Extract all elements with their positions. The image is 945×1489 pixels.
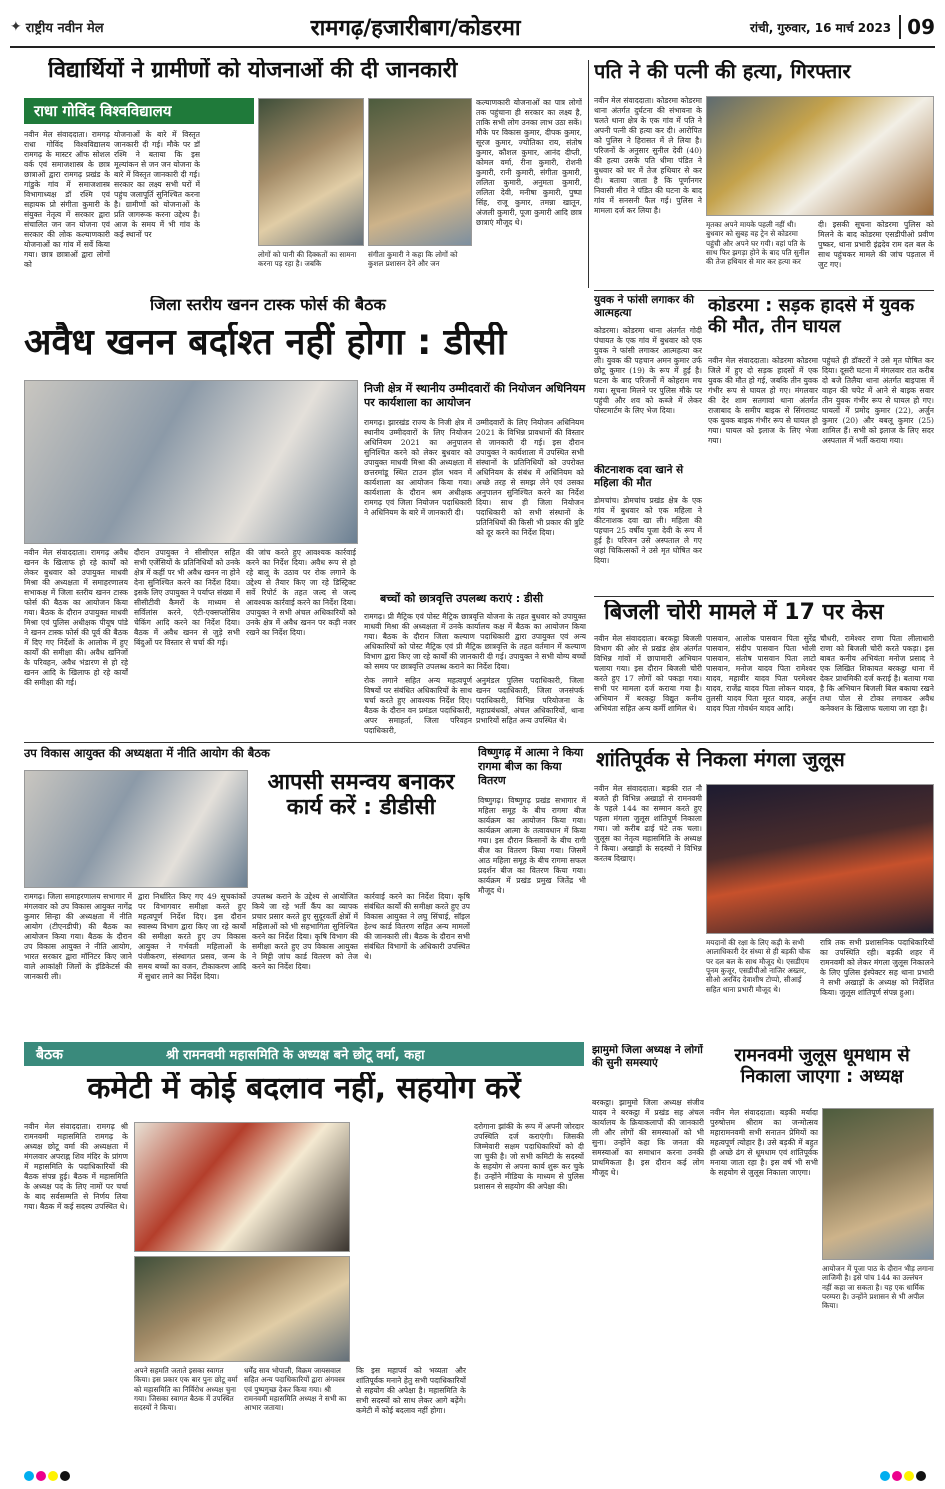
color-registration-marks [24,1471,70,1481]
story13-col4: दरोगाना झांकी के रूप में अपनी जोरदार उपस्थिति दर्ज कराएंगी। जिसकी जिम्मेवारी सक्षम पदाधिकारियों को दी जा चुकी है। जो सभी कमिटी के सदस्यों के सहयोग से अपना कार्य शुरू कर चुके हैं। उन्होंने मीडिया के माध्यम से पुलिस प्रशासन से सहयोग की अपेक्षा की। [474,1122,584,1192]
story13-banner [24,1042,584,1066]
column-divider [588,60,589,288]
story6-col2: पासवान, आलोक पासवान पिता सुरेंद्र पासवान, संदीप पासवान पिता भोली पासवान, संतोष पासवान पिता लाटो पासवान, मनोज यादव पिता रामेश्वर यादव, महावीर यादव पिता परमेश्वर यादव, राजेंद्र यादव पिता लोकन यादव, तुलसी यादव पिता मूरत यादव, अर्जुन यादव पिता गोवर्धन यादव आदि। [706,634,816,714]
masthead [10,8,935,48]
mangla-procession-night-photo [706,784,934,934]
yellow-mark-icon [904,1471,914,1481]
story12-headline: शांतिपूर्वक से निकला मंगला जुलूस [596,748,845,771]
story13-headline-top: श्री रामनवमी महासमिति के अध्यक्ष बने छोटू वर्मा, कहा [166,1048,425,1063]
crowd-at-crime-scene-photo [706,96,934,216]
story10-headline-top: उप विकास आयुक्त की अध्यक्षता में नीति आयोग की बैठक [24,746,270,760]
color-registration-marks [880,1471,926,1481]
row-divider [594,596,934,597]
story13-headline: कमेटी में कोई बदलाव नहीं, सहयोग करें [87,1072,521,1106]
story14-body: बरकट्ठा। झामुमो जिला अध्यक्ष संजीव यादव ने बरकट्ठा में प्रखंड सह अंचल कार्यालय के क्रियाकलापों की जानकारी ली और लोगों की समस्याओं को भी सुना। उन्होंने कहा कि जनता की समस्याओं का समाधान करना उनकी प्राथमिकता है। इस दौरान कई लोग मौजूद थे। [592,1098,704,1178]
story13-col3: कि इस महापर्व को भव्यता और शांतिपूर्वक मनाने हेतु सभी पदाधिकारियों से सहयोग की अपेक्षा है। महासमिति के सभी सदस्यों को साथ लेकर आगे बढ़ेंगे। कमेटी में कोई बदलाव नहीं होगा। [356,1366,466,1416]
story6-col1: नवीन मेल संवाददाता। बरकट्ठा बिजली विभाग की ओर से प्रखंड क्षेत्र अंतर्गत विभिन्न गांवों में छापामारी अभियान चलाया गया। इस दौरान बिजली चोरी करते हुए 17 लोगों को पकड़ा गया। सभी पर मामला दर्ज कराया गया है। अभियान में बरकट्ठा विद्युत कनीय अभियंता सहित अन्य कर्मी शामिल थे। [594,634,702,714]
story12-caption: मयदानों की रक्षा के लिए कड़ी के सभी आलाधिकारी देर संध्या से ही बड़की चौक पर दल बल के साथ मौजूद थे। एसडीएम पूनम कुजूर, एसडीपीओ नाजिर अख्तर, सीओ अरविंद देवाशीष टोप्पो, सीआई सहित थाना प्रभारी मौजूद थे। [706,938,811,994]
cyan-mark-icon [24,1471,34,1481]
story15-caption: आयोजन में पूजा पाठ के दौरान भीड़ लगाना लाजिमी है। इसे पांच 144 का उल्लंघन नहीं कहा जा सकता है। यह एक धार्मिक परम्परा है। उन्होंने प्रशासन से भी अपील किया। [822,1264,934,1311]
row-divider [24,742,934,743]
story12-col3: रात्रि तक सभी प्रशासनिक पदाधिकारियों का उपस्थिति रही। बड़की शहर में रामनवमी को लेकर मंगला जुलूस निकालने के लिए पुलिस इंस्पेक्टर सह थाना प्रभारी ने सभी अखाड़ों के अध्यक्ष को निर्देशित किया। जुलूस शांतिपूर्ण संपन्न हुआ। [820,938,934,998]
story10-col4: कार्रवाई करने का निर्देश दिया। कृषि संबंधित कार्यों की समीक्षा करते हुए उप विकास आयुक्त ने लघु सिंचाई, सॉइल हेल्थ कार्ड वितरण सहित अन्य मामलों की जानकारी ली। बैठक के दौरान सभी संबंधित विभागों के अधिकारी उपस्थित थे। [364,892,470,962]
story7-col2: दौरान उपायुक्त ने सीसीएल सहित सभी एजेंसियों के प्रतिनिधियों को उनके क्षेत्र में कहीं पर भी अवैध खनन ना होने देना सुनिश्चित करने का निर्देश दिया। इसके लिए उपायुक्त ने पर्याप्त संख्या में सीसीटीवी कैमरों के माध्यम से सर्विलांस करने, एंटी-एक्सप्लोसिव चेकिंग आदि करने का निर्देश दिया। बैठक में अवैध खनन से जुड़े सभी बिंदुओं पर विस्तार से चर्चा की गई। [134,548,240,648]
meeting-group-photo-1 [134,1122,350,1252]
story10-col2: द्वारा निर्धारित किए गए 49 सूचकांकों पर विभागवार समीक्षा करते हुए महत्वपूर्ण निर्देश दिए। इस दौरान स्वास्थ्य विभाग द्वारा किए जा रहे कार्यों की समीक्षा करते हुए उप विकास आयुक्त ने गर्भवती महिलाओं के पंजीकरण, संस्थागत प्रसव, जन्म के समय बच्चों का वजन, टीकाकरण आदि में सुधार लाने का निर्देश दिया। [138,892,246,982]
row-divider [594,290,934,291]
story9-headline: बच्चों को छात्रवृत्ति उपलब्ध कराएं : डीसी [380,592,543,605]
logo-text: राष्ट्रीय नवीन मेल [25,21,104,36]
story15-col1: नवीन मेल संवाददाता। बड़की मर्यादा पुरुषोत्तम श्रीराम का जन्मोत्सव महारामनवमी सभी सनातन प्रेमियों का महत्वपूर्ण त्योहार है। उसे बड़की में बहुत ही अच्छे ढंग से धूमधाम एवं शांतिपूर्वक मनाया जाता रहा है। इस वर्ष भी सभी के सहयोग से जुलूस निकाला जाएगा। [710,1108,818,1178]
story10-col3: उपलब्ध कराने के उद्देश्य से आयोजित किये जा रहे भर्ती कैंप का व्यापक प्रचार प्रसार करते हुए सुदूरवर्ती क्षेत्रों में महिलाओं को भी सहभागिता सुनिश्चित करने का निर्देश दिया। कृषि विभाग की समीक्षा करते हुए उप विकास आयुक्त ने मिट्टी जांच कार्ड वितरण को तेज करने का निर्देश दिया। [252,892,358,972]
story1-tag: राधा गोविंद विश्वविद्यालय [24,98,254,124]
niti-aayog-meeting-photo [24,770,248,888]
bird-logo-icon: ✦ [10,19,22,35]
newspaper-logo [10,18,140,36]
story15-headline: रामनवमी जुलूस धूमधाम से निकाला जाएगा : अध्यक्ष [734,1046,910,1087]
story1-caption2: संगीता कुमारी ने कहा कि लोगों को कुशल प्रशासन देने और जन [368,250,458,269]
students-survey-photo [368,98,472,246]
story1-col1: नवीन मेल संवाददाता। रामगढ़ राधा गोविंद विश्वविद्यालय रामगढ़ के मास्टर ऑफ सोशल वर्क एवं समाजशास्त्र के छात्र छात्राओं द्वारा रामगढ़ प्रखंड के गांडुके गांव में समाजशास्त्र विभागाध्यक्ष डॉ रश्मि एवं सहायक प्रो संगीता कुमारी के संयुक्त नेतृत्व में सरकार द्वारा संचालित जन जन योजना एवं सरकार की लोक कल्याणकारी योजनाओं का गांव में सर्वे किया गया। छात्र छात्राओं द्वारा लोगों को [24,130,110,270]
story2-col3: दी। इसकी सूचना कोडरमा पुलिस को मिलने के बाद कोडरमा एसडीपीओ प्रवीण पुष्कर, थाना प्रभारी इंद्रदेव राम दल बल के साथ पहुंचकर मामले की जांच पड़ताल में जुट गए। [818,220,934,270]
story13-tag: बैठक [36,1046,63,1063]
story4-headline: कीटनाशक दवा खाने से महिला की मौत [594,464,684,490]
story2-col1: नवीन मेल संवाददाता। कोडरमा कोडरमा थाना अंतर्गत दुर्घटना की संभावना के चलते थाना क्षेत्र के एक गांव में पति ने अपनी पत्नी की हत्या कर दी। आरोपित को पुलिस ने हिरासत में ले लिया है। परिजनों के अनुसार सुनील देवी (40) की हत्या उसके पति धीमा पंडित ने बुधवार को घर में तेज हथियार से कर दी। बताया जाता है कि पूर्णानगर निवासी मीरा ने पंडित की घटना के बाद गांव में सनसनी फैल गई। पुलिस ने मामला दर्ज कर लिया है। [594,96,702,216]
story2-caption: मृतका अपने मायके पहली नहीं थी। बुधवार को सुबह वह ट्रेन से कोडरमा पहुंची और अपने घर गयी। वहां पति के साथ फिर झगड़ा होने के बाद पति सुनील की तेज हथियार से मार कर हत्या कर [706,220,810,267]
story7-col1: नवीन मेल संवाददाता। रामगढ़ अवैध खनन के खिलाफ हो रहे कार्यों को लेकर बुधवार को उपायुक्त माधवी मिश्रा की अध्यक्षता में समाहरणालय सभाकक्ष में जिला स्तरीय खनन टास्क फोर्स की बैठक का आयोजन किया गया। बैठक के दौरान उपायुक्त माधवी मिश्रा एवं पुलिस अधीक्षक पीयूष पांडे ने खनन टास्क फोर्स की पूर्व की बैठक में दिए गए निर्देशों के आलोक में हुए कार्यों की समीक्षा की। अवैध खनिजों के परिवहन, अवैध भंडारण से हो रहे खनन आदि के खिलाफ हो रहे कार्यों की समीक्षा की गई। [24,548,128,688]
story13-caption2: धर्मेंद्र साव भोपाली, विक्रम जायसवाल सहित अन्य पदाधिकारियों द्वारा अंगवस्त्र एवं पुष्पगुच्छ देकर किया गया। श्री रामनवमी महासमिति अध्यक्ष ने सभी का आभार जताया। [244,1366,347,1413]
story10-col1: रामगढ़। जिला समाहरणालय सभागार में मंगलवार को उप विकास आयुक्त नागेंद्र कुमार सिन्हा की अध्यक्षता में नीति आयोग (टीएनडीपी) की बैठक का आयोजन किया गया। बैठक के दौरान उप विकास आयुक्त ने नीति आयोग, भारत सरकार द्वारा मॉनिटर किए जाने वाले आकांक्षी जिलों के इंडिकेटर्स की जानकारी ली। [24,892,132,982]
story5-col2: पहुंचते ही डॉक्टरों ने उसे मृत घोषित कर दिया। दूसरी घटना में मंगलवार रात करीब दो बजे तिलैया थाना अंतर्गत बाइपास में वाहन की चपेट में आने से बाइक सवार तीन युवक गंभीर रूप से घायल हो गए। घायलों में प्रमोद कुमार (22), अर्जुन कुमार (20) और बबलू कुमार (25) शामिल हैं। सभी को इलाज के लिए सदर अस्पताल में भर्ती कराया गया। [822,356,934,446]
story9-col-b: रोक लगाने सहित अन्य महत्वपूर्ण विषयों पर संबंधित अधिकारियों के साथ चर्चा करते हुए आवश्यक निर्देश दिए। बैठक के दौरान वन प्रमंडल पदाधिकारी, अपर समाहर्ता, जिला परिवहन पदाधिकारी, [364,676,472,736]
black-mark-icon [916,1471,926,1481]
page-number: 09 [899,15,935,39]
magenta-mark-icon [36,1471,46,1481]
story10-headline: आपसी समन्वय बनाकर कार्य करें : डीडीसी [267,770,455,821]
story14-headline: झामुमो जिला अध्यक्ष ने लोगों की सुनी समस्याएं [592,1044,703,1070]
story2-headline: पति ने की पत्नी की हत्या, गिरफ्तार [594,60,851,83]
story3-body: कोडरमा। कोडरमा थाना अंतर्गत गोदी पंचायत के एक गांव में बुधवार को एक युवक ने फांसी लगाकर आत्महत्या कर ली। युवक की पहचान अमन कुमार उर्फ छोटू कुमार (19) के रूप में हुई है। घटना के बाद परिजनों में कोहराम मच गया। सूचना मिलने पर पुलिस मौके पर पहुंची और शव को कब्जे में लेकर पोस्टमार्टम के लिए भेज दिया। [594,326,702,416]
story11-body: विष्णुगढ़। विष्णुगढ़ प्रखंड सभागार में महिला समूह के बीच रागमा बीज कार्यक्रम का आयोजन किया गया। कार्यक्रम आत्मा के तत्वावधान में किया गया। इस दौरान किसानों के बीच रागी बीज का वितरण किया गया। जिसमें आठ महिला समूह के बीच रागमा सफल प्रदर्शन बीज का वितरण किया गया। कार्यक्रम में प्रखंड प्रमुख जितेंद्र भी मौजूद थे। [478,796,586,896]
section-cities: रामगढ़/हजारीबाग/कोडरमा [310,16,521,41]
story11-headline: विष्णुगढ़ में आत्मा ने किया रागमा बीज का किया वितरण [478,746,584,787]
story4-body: डोमचांच। डोमचांच प्रखंड क्षेत्र के एक गांव में बुधवार को एक महिला ने कीटनाशक दवा खा ली। महिला की पहचान 25 वर्षीय पूजा देवी के रूप में हुई है। परिजन उसे अस्पताल ले गए जहां चिकित्सकों ने उसे मृत घोषित कर दिया। [594,496,702,566]
magenta-mark-icon [892,1471,902,1481]
story5-headline: कोडरमा : सड़क हादसे में युवक की मौत, तीन घायल [708,296,915,337]
story1-col3: कल्याणकारी योजनाओं का पात्र लोगों तक पहुंचाना ही सरकार का लक्ष्य है, ताकि सभी लोग उनका लाभ उठा सकें। मौके पर विकास कुमार, दीपक कुमार, सूरज कुमार, ज्योतिका राय, संतोष कुमार, कौशल कुमार, आनंद दीप्ती, कोमल वर्मा, रीना कुमारी, रोशनी कुमारी, रानी कुमारी, संगीता कुमारी, ललिता कुमारी, अनुमता कुमारी, ललिता देवी, मनीषा कुमारी, पुष्पा सिंह, राजू कुमार, तमन्ना खातून, अंजली कुमारी, पूजा कुमारी आदि छात्र छात्राएं मौजूद थे। [476,98,582,228]
story8-col1: रामगढ़। झारखंड राज्य के निजी क्षेत्र में स्थानीय उम्मीदवारों के लिए नियोजन अधिनियम 2021 का अनुपालन सुनिश्चित करने को लेकर बुधवार को उपायुक्त माधवी मिश्रा की अध्यक्षता में छत्तरमांडू स्थित टाउन हॉल भवन में कार्यशाला का आयोजन किया गया। कार्यशाला के दौरान श्रम अधीक्षक रामगढ़ एवं जिला नियोजन पदाधिकारी ने अधिनियम के बारे में जानकारी दी। [364,418,472,518]
story9-col-a: अनुमंडल पुलिस पदाधिकारी, जिला खनन पदाधिकारी, जिला जनसंपर्क पदाधिकारी, विभिन्न परियोजना के महाप्रबंधकों, अंचल अधिकारियों, थाना प्रभारियों सहित अन्य उपस्थित थे। [476,676,584,726]
yellow-mark-icon [48,1471,58,1481]
story13-col1: नवीन मेल संवाददाता। रामगढ़ श्री रामनवमी महासमिति रामगढ़ के अध्यक्ष छोटू वर्मा की अध्यक्षता में मंगलवार अपराह्न शिव मंदिर के प्रांगण में महासमिति के पदाधिकारियों की बैठक संपन्न हुई। बैठक में महासमिति के अध्यक्ष पद के लिए नामों पर चर्चा के बाद सर्वसम्मति से निर्णय लिया गया। बैठक में कई सदस्य उपस्थित थे। [24,1122,128,1212]
story6-headline: बिजली चोरी मामले में 17 पर केस [604,600,884,625]
black-mark-icon [60,1471,70,1481]
story3-headline: युवक ने फांसी लगाकर की आत्महत्या [594,294,694,320]
story7-headline: अवैध खनन बर्दाश्त नहीं होगा : डीसी [24,322,507,363]
students-villagers-photo [258,98,364,246]
story1-headline: विद्यार्थियों ने ग्रामीणों को योजनाओं की दी जानकारी [48,58,458,83]
story5-col1: नवीन मेल संवाददाता। कोडरमा कोडरमा जिले में हुए दो सड़क हादसों में एक युवक की मौत हो गई, जबकि तीन युवक गंभीर रूप से घायल हो गए। मंगलवार की देर शाम सतगावां थाना अंतर्गत राजाबाद के समीप बाइक से सिंगरावट एक युवक बाइक गंभीर रूप से घायल हो गया। घायल को इलाज के लिए भेजा गया। [708,356,818,446]
story7-col3: की जांच करते हुए आवश्यक कार्रवाई करने का निर्देश दिया। अवैध रूप से हो रहे बालू के उठाव पर रोक लगाने के उद्देश्य से तैयार किए जा रहे डिस्ट्रिक्ट सर्वे रिपोर्ट के तहत जल्द से जल्द आवश्यक कार्रवाई करने का निर्देश दिया। उपायुक्त ने सभी अंचल अधिकारियों को उनके क्षेत्र में अवैध खनन पर कड़ी नजर रखने का निर्देश दिया। [246,548,356,638]
story1-col2: योजनाओं के बारे में विस्तृत जानकारी दी गई। मौके पर डॉ रश्मि ने बताया कि इस मूल्यांकन से जन जन योजना के बारे में विस्तृत जानकारी दी गई। सरकार का लक्ष्य सभी घरों में पहुंच जलापूर्ति सुनिश्चित करना है। ग्रामीणों को योजनाओं के प्रति जागरूक करना उद्देश्य है। आज के समय में भी गांव के कई स्थानों पर [114,130,200,240]
issue-date: रांची, गुरुवार, 16 मार्च 2023 [749,20,892,35]
story9-body: रामगढ़। प्री मैट्रिक एवं पोस्ट मैट्रिक छात्रवृत्ति योजना के तहत बुधवार को उपायुक्त माधवी मिश्रा की अध्यक्षता में उनके कार्यालय कक्ष में बैठक का आयोजन किया गया। बैठक के दौरान जिला कल्याण पदाधिकारी द्वारा उपायुक्त एवं अन्य अधिकारियों को पोस्ट मैट्रिक एवं प्री मैट्रिक छात्रवृत्ति के तहत वर्तमान में कल्याण विभाग द्वारा किए जा रहे कार्यों की जानकारी दी गई। उपायुक्त ने सभी योग्य बच्चों को समय पर छात्रवृत्ति उपलब्ध कराने का निर्देश दिया। [364,612,586,672]
story13-caption1: अपने सहमति जताते इसका स्वागत किया। इस प्रकार एक बार पुनः छोटू वर्मा को महासमिति का निर्विरोध अध्यक्ष चुना गया। जिसका स्वागत बैठक में उपस्थित सदस्यों ने किया। [134,1366,238,1413]
story8-col2: उम्मीदवारों के लिए नियोजन अधिनियम 2021 के विभिन्न प्रावधानों की विस्तार से जानकारी दी गई। इस दौरान उपायुक्त ने कार्यशाला में उपस्थित सभी संस्थानों के प्रतिनिधियों को उपरोक्त अधिनियम के संबंध में अधिनियम को अच्छे तरह से समझ लेने एवं उसका अनुपालन सुनिश्चित करने का निर्देश दिया। साथ ही जिला नियोजन पदाधिकारी को सभी संस्थानों के प्रतिनिधियों की किसी भी प्रकार की त्रुटि को दूर करने का निर्देश दिया। [476,418,584,538]
story7-headline-top: जिला स्तरीय खनन टास्क फोर्स की बैठक [150,296,386,314]
task-force-meeting-photo [24,380,358,544]
chhotu-verma-portrait [822,1108,934,1260]
story12-col1: नवीन मेल संवाददाता। बड़की रात नौ बजते ही विभिन्न अखाड़ों से रामनवमी के पहले 144 का सम्मान करते हुए पहला मंगला जुलूस शांतिपूर्ण निकाला गया। जो करीब ढाई घंटे तक चला। जुलूस का नेतृत्व महासमिति के अध्यक्ष ने किया। अखाड़ों के सदस्यों ने विभिन्न करतब दिखाए। [594,784,702,864]
cyan-mark-icon [880,1471,890,1481]
story1-caption1: लोगों को पानी की दिक्कतों का सामना करना पड़ रहा है। जबकि [258,250,357,269]
meeting-group-photo-2 [134,1256,350,1362]
story6-col3: चौधरी, रामेश्वर राणा पिता लीलाधारी राणा को बिजली चोरी करते पकड़ा। इस बाबत कनीय अभियंता मनोज प्रसाद ने एक लिखित शिकायत बरकट्ठा थाना में देकर प्राथमिकी दर्ज कराई है। बताया गया है कि अभियान बिजली बिल बकाया रखने तथा पोल से टोका लगाकर अवैध कनेक्शन के खिलाफ चलाया जा रहा है। [820,634,934,714]
story8-headline: निजी क्षेत्र में स्थानीय उम्मीदवारों की नियोजन अधिनियम पर कार्यशाला का आयोजन [364,382,586,409]
